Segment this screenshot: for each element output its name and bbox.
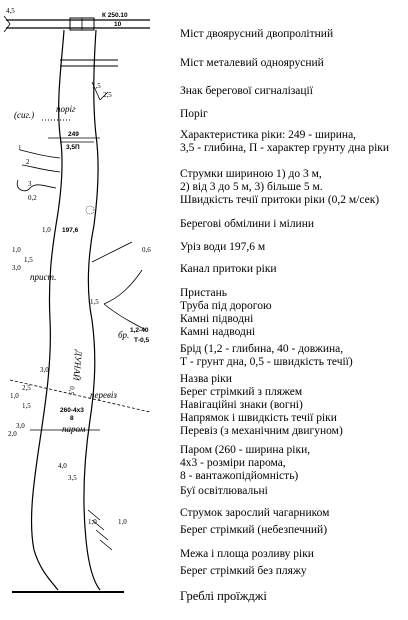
river-characteristic bbox=[48, 138, 100, 142]
nav-left-bottom: 1,5 bbox=[22, 402, 31, 410]
buoy-bottom: 3,5 bbox=[68, 474, 77, 482]
legend-item: Буї освітлювальні bbox=[180, 485, 268, 497]
bridge-code-bottom: 10 bbox=[114, 21, 122, 28]
stream-2-label: 2 bbox=[26, 158, 30, 166]
pier-label: прист. bbox=[30, 272, 57, 282]
channel-speed: 0,6 bbox=[142, 246, 151, 254]
river-depth-soil: 3,5П bbox=[66, 144, 80, 151]
legend-item: Струмок зарослий чагарником bbox=[180, 507, 330, 519]
legend-item: Напрямок і швидкість течії ріки bbox=[180, 412, 337, 424]
pier-left-bottom: 1,5 bbox=[24, 256, 33, 264]
ferry-left-bottom: 2,0 bbox=[8, 430, 17, 438]
buoy-top: 4,0 bbox=[58, 462, 67, 470]
steep-right: 1,0 bbox=[118, 518, 127, 526]
legend-item: Назва ріки bbox=[180, 373, 232, 385]
river-map bbox=[0, 0, 170, 620]
legend-item: Труба під дорогою bbox=[180, 300, 272, 312]
metal-bridge bbox=[60, 60, 118, 66]
water-level: 197,6 bbox=[62, 227, 79, 234]
lights-mark: 3,0 bbox=[40, 366, 49, 374]
legend-item: Міст двоярусний двопролітний bbox=[180, 28, 334, 40]
ferry-params: 260-4x3 bbox=[60, 407, 84, 414]
two-tier-bridge bbox=[4, 16, 150, 32]
legend-item: Поріг bbox=[180, 108, 208, 120]
legend-item: Берегові обмілини і мілини bbox=[180, 218, 315, 230]
steep-bank bbox=[88, 510, 112, 550]
ferry-crossing-label: перевіз bbox=[90, 390, 117, 400]
legend-item: Пристань bbox=[180, 287, 227, 299]
stone-speed: 1,5 bbox=[90, 298, 99, 306]
right-bank bbox=[84, 30, 100, 590]
ferry-label: паром bbox=[62, 424, 86, 434]
legend-item: Греблі проїжджі bbox=[180, 589, 267, 603]
legend-item: Берег стрімкий (небезпечний) bbox=[180, 524, 328, 536]
ford-params-bottom: Т-0,5 bbox=[134, 337, 150, 344]
canal bbox=[92, 242, 132, 262]
pier-left-small: 3,0 bbox=[12, 264, 21, 272]
ford-label: бр. bbox=[118, 330, 130, 340]
legend-item: Струмки шириною 1) до 3 м, 2) від 3 до 5 м, 3) більше 5 м. Швидкість течії притоки ріки (0,2 м/сек) bbox=[180, 168, 380, 206]
river-flow: 0,5 bbox=[67, 385, 76, 396]
stream-3 bbox=[17, 180, 56, 191]
legend-item: Знак берегової сигналізації bbox=[180, 85, 313, 97]
legend-item: Камні надводні bbox=[180, 326, 256, 338]
nav-left-mid: 1,0 bbox=[10, 392, 19, 400]
stream-1 bbox=[20, 150, 60, 158]
bridge-top-left-label: 4,5 bbox=[6, 7, 15, 15]
legend-item: Берег стрімкий з пляжем bbox=[180, 386, 303, 398]
legend-item: Навігаційні знаки (вогні) bbox=[180, 399, 303, 411]
water-level-left: 1,0 bbox=[42, 226, 51, 234]
left-bank bbox=[32, 30, 64, 590]
sign-right-bottom: 2,5 bbox=[103, 91, 112, 99]
steep-left: 1,0 bbox=[88, 518, 97, 526]
sign-right-top: 1,5 bbox=[92, 82, 101, 90]
shoal bbox=[86, 206, 94, 214]
ford-params-top: 1,2-40 bbox=[130, 327, 149, 334]
tributary bbox=[104, 270, 146, 330]
nav-left-top: 2,5 bbox=[22, 384, 31, 392]
rapids-label: поріг bbox=[56, 104, 76, 114]
legend-item: Характеристика ріки: 249 - ширина, 3,5 - глибина, П - характер грунту дна ріки bbox=[180, 129, 390, 154]
signal-code-label: (сиг.) bbox=[14, 110, 35, 120]
ferry-params-bottom: 8 bbox=[70, 415, 74, 422]
legend-item: Перевіз (з механічним двигуном) bbox=[180, 425, 343, 437]
ferry-left-top: 3,0 bbox=[16, 422, 25, 430]
legend-item: Уріз води 197,6 м bbox=[180, 241, 266, 253]
legend-item: Міст металевий одноярусний bbox=[180, 57, 324, 69]
legend-item: Канал притоки ріки bbox=[180, 263, 277, 275]
legend-item: Брід (1,2 - глибина, 40 - довжина, Т - грунт дна, 0,5 - швидкість течії) bbox=[180, 343, 353, 368]
stream-speed-label: 0,2 bbox=[28, 194, 37, 202]
legend-item: Паром (260 - ширина ріки, 4х3 - розміри парома, 8 - вантажопідйомність) bbox=[180, 444, 311, 482]
river-name: ДУНАЙ bbox=[71, 349, 84, 381]
legend-item: Берег стрімкий без пляжу bbox=[180, 565, 307, 577]
stream-2 bbox=[22, 165, 60, 172]
pier-left-top: 1,0 bbox=[12, 246, 21, 254]
river-width: 249 bbox=[68, 131, 79, 138]
stream-1-label: 1 bbox=[18, 144, 22, 152]
legend-item: Межа і площа розливу ріки bbox=[180, 548, 314, 560]
stream-3-label: 3 bbox=[28, 180, 32, 188]
legend-item: Камні підводні bbox=[180, 313, 254, 325]
bridge-code-top: К 250.10 bbox=[102, 12, 128, 19]
